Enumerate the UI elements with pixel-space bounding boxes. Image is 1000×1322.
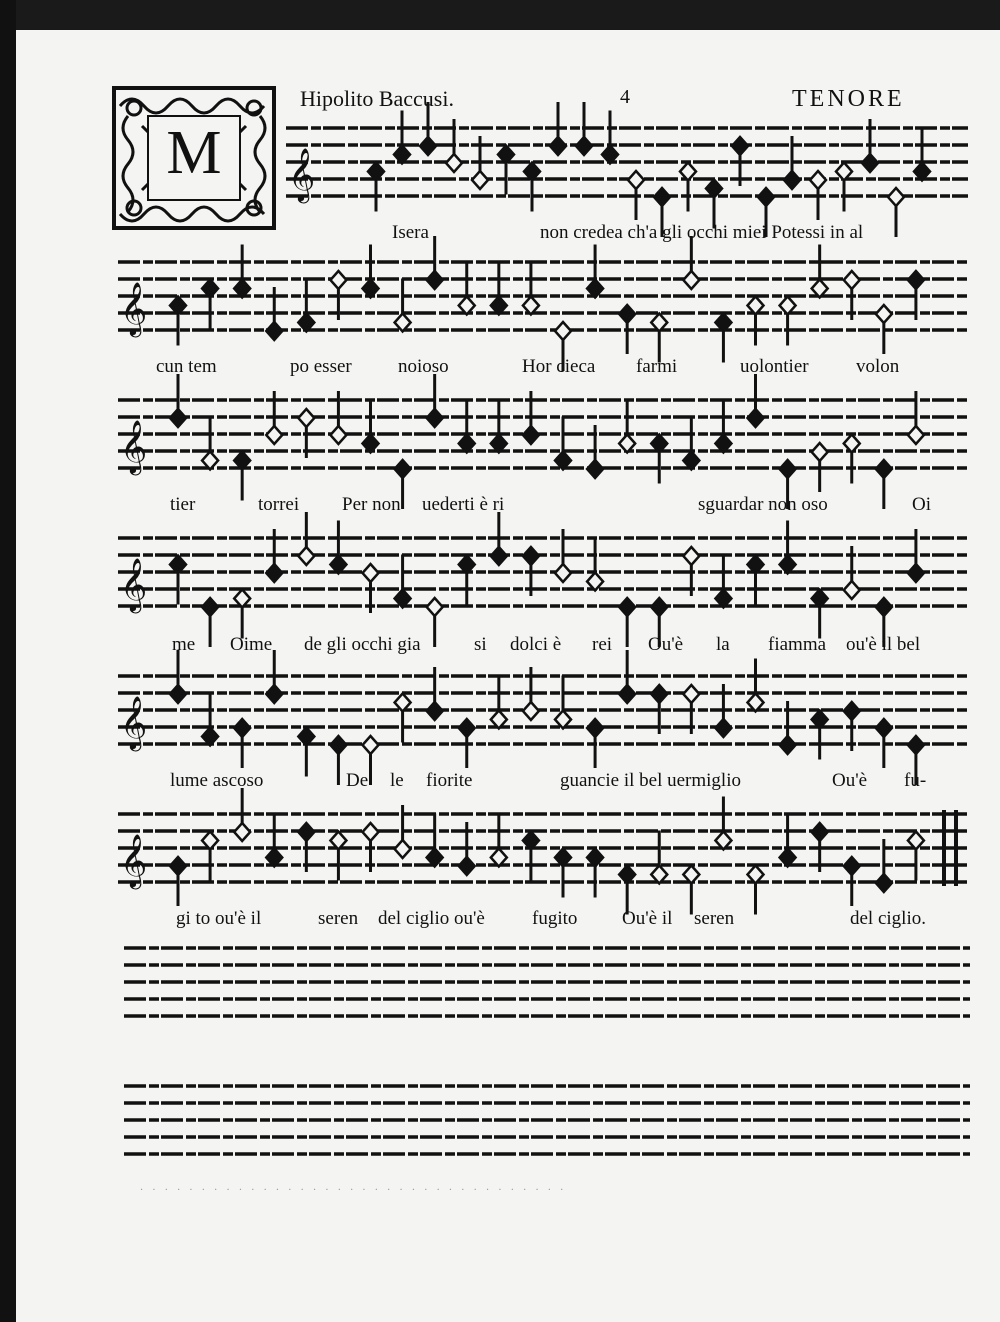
note-head <box>523 702 539 720</box>
initial-letter: M <box>166 119 222 187</box>
note-head <box>908 426 924 444</box>
lyric-s4-0: me <box>172 634 196 655</box>
note-head <box>780 736 796 754</box>
lyric-s4-2: de gli occhi gia <box>304 634 421 655</box>
note-head <box>908 271 924 289</box>
note-head <box>363 435 379 453</box>
lyric-s4-4: dolci è <box>510 634 562 655</box>
note-head <box>844 271 860 289</box>
note-head <box>234 719 250 737</box>
note-head <box>876 874 892 892</box>
note-head <box>619 598 635 616</box>
voice-part-title: TENORE <box>792 86 905 112</box>
lyric-s5-0: lume ascoso <box>170 770 264 791</box>
clef-icon: 𝄞 <box>120 557 148 611</box>
note-head <box>651 598 667 616</box>
note-head <box>888 188 904 206</box>
lyric-s3-3: uederti è ri <box>422 494 505 515</box>
note-head <box>363 823 379 841</box>
lyric-s6-0: gi to ou'è il <box>176 908 262 929</box>
lyric-s5-2: le <box>390 770 404 791</box>
note-head <box>472 171 488 189</box>
page-number: 4 <box>620 86 630 108</box>
note-head <box>780 460 796 478</box>
clef-icon: 𝄞 <box>120 419 148 473</box>
lyric-s2-1: po esser <box>290 356 352 377</box>
lyric-s5-1: De <box>346 770 369 791</box>
clef-icon: 𝄞 <box>120 833 148 887</box>
lyric-s1-1: non credea ch'a gli occhi miei Potessi in al <box>540 222 864 243</box>
note-head <box>587 719 603 737</box>
note-head <box>298 823 314 841</box>
note-head <box>550 137 566 155</box>
note-head <box>266 426 282 444</box>
note-head <box>876 460 892 478</box>
note-head <box>170 685 186 703</box>
lyric-s3-4: sguardar non oso <box>698 494 828 515</box>
note-head <box>758 188 774 206</box>
lyric-s4-5: rei <box>592 634 613 655</box>
note-head <box>427 702 443 720</box>
note-head <box>683 685 699 703</box>
note-head <box>330 271 346 289</box>
note-head <box>363 736 379 754</box>
note-head <box>810 171 826 189</box>
lyric-s4-9: ou'è il bel <box>846 634 921 655</box>
lyric-s2-0: cun tem <box>156 356 217 377</box>
note-head <box>395 840 411 858</box>
note-head <box>427 598 443 616</box>
note-head <box>876 305 892 323</box>
note-head <box>683 547 699 565</box>
note-head <box>812 443 828 461</box>
note-head <box>523 547 539 565</box>
lyric-s5-5: Ou'è <box>832 770 868 791</box>
note-head <box>555 564 571 582</box>
lyric-s5-3: fiorite <box>426 770 473 791</box>
note-head <box>576 137 592 155</box>
note-head <box>234 823 250 841</box>
note-head <box>844 581 860 599</box>
lyric-s3-0: tier <box>170 494 196 515</box>
lyric-s4-1: Oime <box>230 634 273 655</box>
lyric-s4-6: Ou'è <box>648 634 684 655</box>
lyric-s6-5: seren <box>694 908 735 929</box>
lyric-s6-3: fugito <box>532 908 578 929</box>
note-head <box>654 188 670 206</box>
note-head <box>523 426 539 444</box>
note-head <box>427 409 443 427</box>
note-head <box>619 685 635 703</box>
note-head <box>715 719 731 737</box>
note-head <box>298 547 314 565</box>
note-head <box>266 322 282 340</box>
note-head <box>330 736 346 754</box>
note-head <box>555 322 571 340</box>
note-head <box>844 857 860 875</box>
lyric-s2-3: Hor cieca <box>522 356 596 377</box>
lyric-s2-4: farmi <box>636 356 678 377</box>
note-head <box>363 564 379 582</box>
note-head <box>587 460 603 478</box>
note-head <box>491 547 507 565</box>
lyric-s3-1: torrei <box>258 494 300 515</box>
lyric-s5-6: fu- <box>904 770 927 791</box>
note-head <box>908 564 924 582</box>
note-head <box>862 154 878 172</box>
note-head <box>395 460 411 478</box>
lyric-s6-4: Ou'è il <box>622 908 673 929</box>
lyric-s4-8: fiamma <box>768 634 827 655</box>
bleed-through-text: · · · · · · · · · · · · · · · · · · · · · · · · · · · · · · · · · · · <box>140 1185 567 1196</box>
composer-name: Hipolito Baccusi. <box>300 86 454 111</box>
note-head <box>876 719 892 737</box>
lyric-s2-2: noioso <box>398 356 449 377</box>
note-head <box>170 857 186 875</box>
lyric-s6-2: del ciglio ou'è <box>378 908 485 929</box>
note-head <box>784 171 800 189</box>
note-head <box>363 280 379 298</box>
lyric-s4-7: la <box>716 634 730 655</box>
note-head <box>427 271 443 289</box>
clef-icon: 𝄞 <box>120 695 148 749</box>
lyric-s2-5: uolontier <box>740 356 809 377</box>
clef-icon: 𝄞 <box>288 147 316 201</box>
lyric-s6-6: del ciglio. <box>850 908 926 929</box>
lyric-s6-1: seren <box>318 908 359 929</box>
lyric-s4-3: si <box>474 634 487 655</box>
note-head <box>170 409 186 427</box>
note-head <box>876 598 892 616</box>
note-head <box>420 137 436 155</box>
note-head <box>844 702 860 720</box>
note-head <box>619 305 635 323</box>
lyric-s1-0: Isera <box>392 222 429 243</box>
note-head <box>298 409 314 427</box>
note-head <box>812 823 828 841</box>
note-head <box>651 685 667 703</box>
lyric-s3-5: Oi <box>912 494 931 515</box>
note-head <box>732 137 748 155</box>
note-head <box>330 426 346 444</box>
note-head <box>748 409 764 427</box>
note-head <box>266 564 282 582</box>
note-head <box>628 171 644 189</box>
lyric-s3-2: Per non <box>342 494 401 515</box>
note-head <box>446 154 462 172</box>
lyric-s5-4: guancie il bel uermiglio <box>560 770 741 791</box>
note-head <box>266 685 282 703</box>
note-head <box>908 736 924 754</box>
lyric-s2-6: volon <box>856 356 900 377</box>
note-head <box>459 719 475 737</box>
clef-icon: 𝄞 <box>120 281 148 335</box>
note-head <box>459 857 475 875</box>
note-head <box>683 271 699 289</box>
note-head <box>202 598 218 616</box>
